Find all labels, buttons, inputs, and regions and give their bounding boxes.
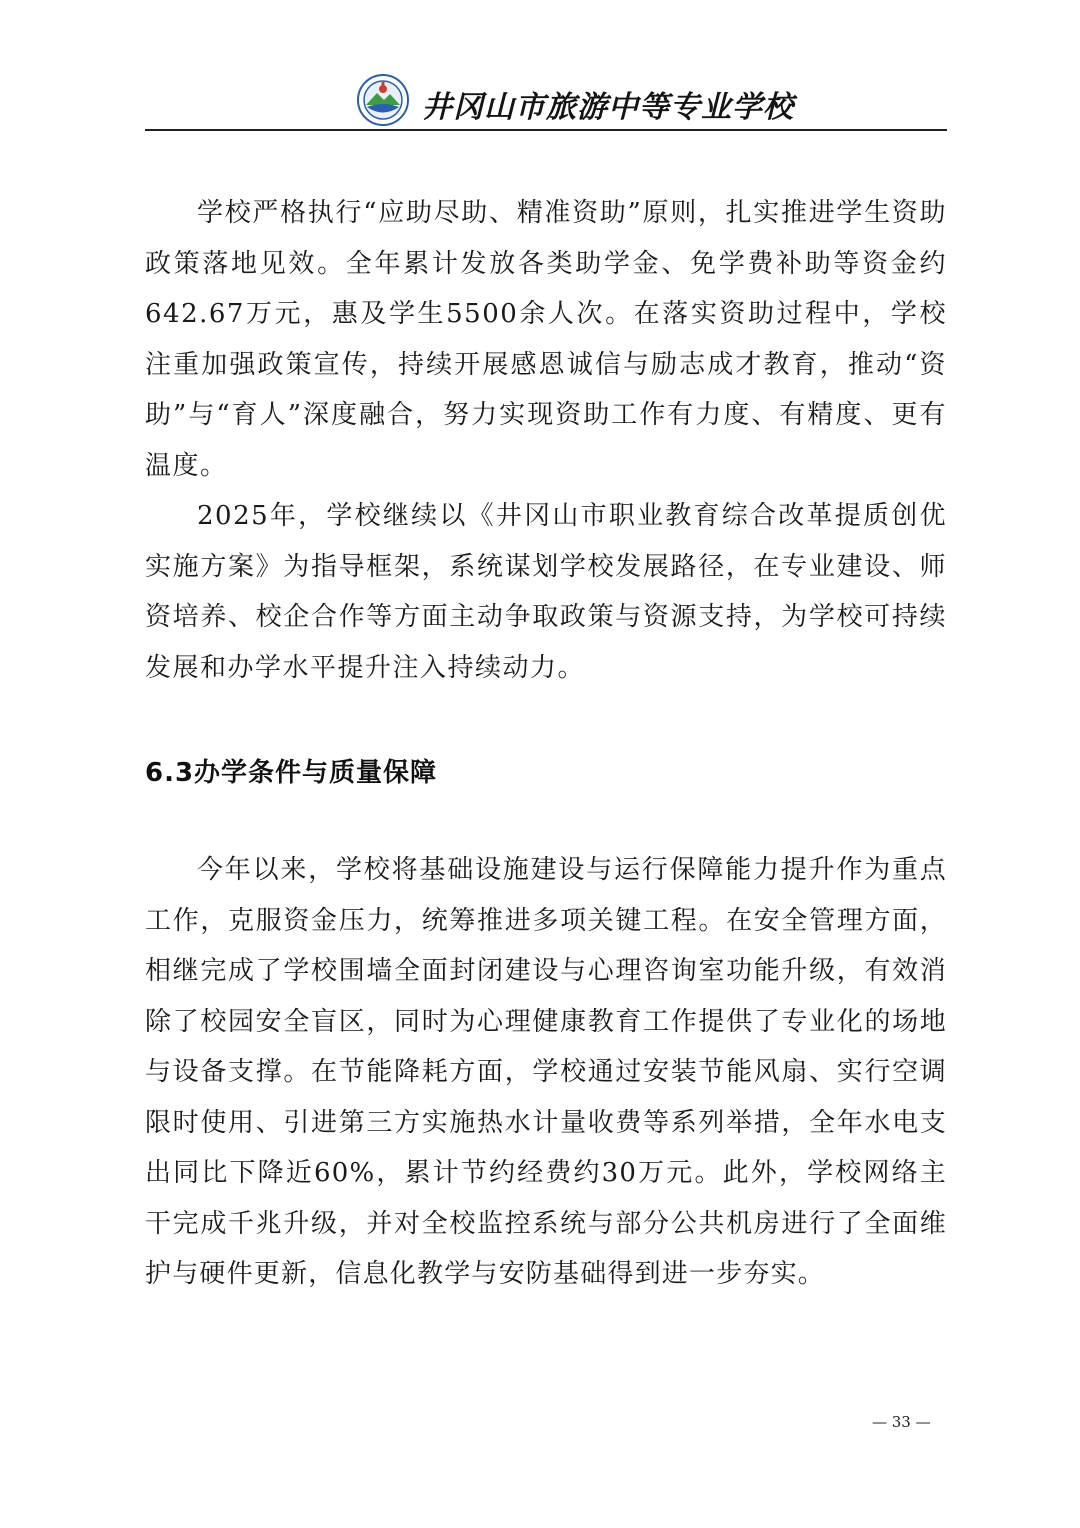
school-emblem-icon <box>357 74 409 126</box>
school-name: 井冈山市旅游中等专业学校 <box>422 90 794 125</box>
section-heading: 6.3办学条件与质量保障 <box>145 758 438 788</box>
page-header <box>145 74 947 132</box>
body-paragraph: 2025年，学校继续以《井冈山市职业教育综合改革提质创优实施方案》为指导框架，系统谋划学校发展路径，在专业建设、师资培养、校企合作等方面主动争取政策与资源支持，为学校可持续发展和办学水平提升注入持续动力。 <box>145 501 947 683</box>
body-paragraph: 学校严格执行“应助尽助、精准资助”原则，扎实推进学生资助政策落地见效。全年累计发放各类助学金、免学费补助等资金约642.67万元，惠及学生5500余人次。在落实资助过程中，学校注重加强政策宣传，持续开展感恩诚信与励志成才教育，推动“资助”与“育人”深度融合，努力实现资助工作有力度、有精度、更有温度。 <box>145 198 947 481</box>
header-divider <box>145 129 947 131</box>
page-number: — 33 — <box>872 1413 931 1431</box>
body-paragraph: 今年以来，学校将基础设施建设与运行保障能力提升作为重点工作，克服资金压力，统筹推进多项关键工程。在安全管理方面，相继完成了学校围墙全面封闭建设与心理咨询室功能升级，有效消除了校园安全盲区，同时为心理健康教育工作提供了专业化的场地与设备支撑。在节能降耗方面，学校通过安装节能风扇、实行空调限时使用、引进第三方实施热水计量收费等系列举措，全年水电支出同比下降近60%，累计节约经费约30万元。此外，学校网络主干完成千兆升级，并对全校监控系统与部分公共机房进行了全面维护与硬件更新，信息化教学与安防基础得到进一步夯实。 <box>145 855 947 1289</box>
